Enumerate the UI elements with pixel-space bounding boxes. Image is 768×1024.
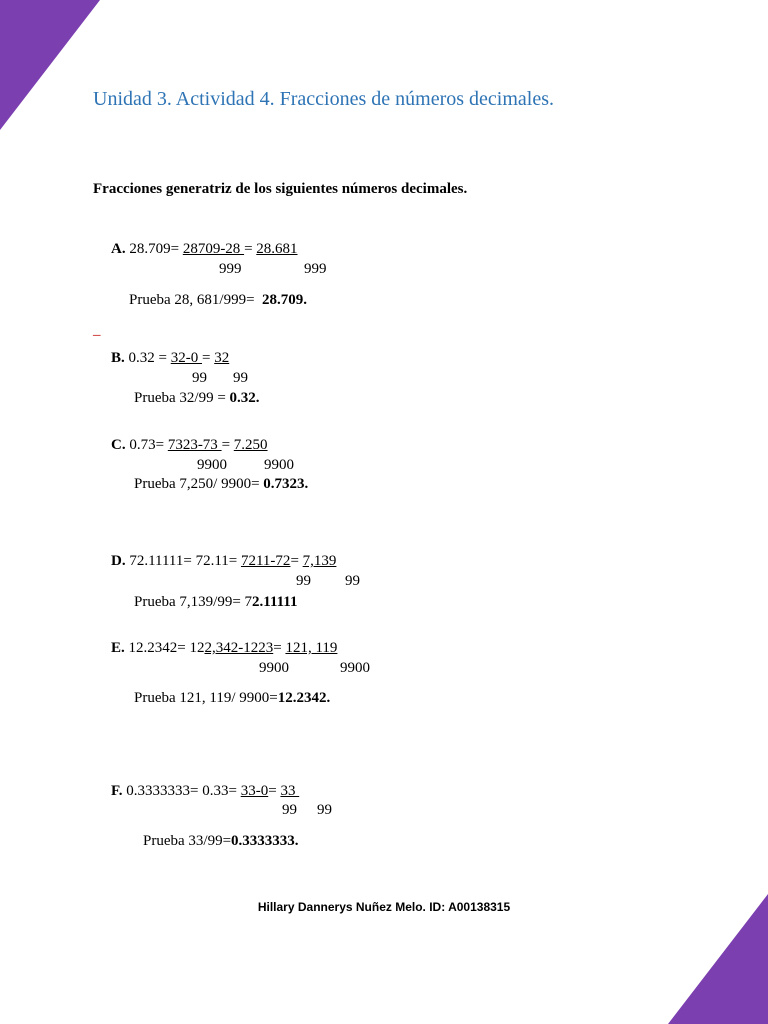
exercise-b-denominator-2: 99 — [233, 370, 248, 386]
eq-sep: = — [273, 640, 286, 656]
proof-result: 0.32. — [229, 390, 260, 406]
page-title: Unidad 3. Actividad 4. Fracciones de números decimales. — [93, 88, 554, 110]
exercise-f-equation — [111, 783, 299, 800]
eq-sep: = — [268, 783, 281, 799]
exercise-a-denominator-2: 999 — [304, 261, 327, 277]
proof-result: 2.11111 — [252, 594, 298, 610]
eq-num1: 28709-28 — [182, 241, 245, 257]
exercise-d-equation — [111, 553, 336, 570]
proof-result: 12.2342. — [277, 690, 331, 706]
eq-num1: 7323-73 — [167, 437, 222, 453]
letter: E. — [111, 640, 125, 656]
exercise-a-equation — [111, 241, 298, 258]
letter: F. — [111, 783, 123, 799]
proof-result: 0.7323. — [263, 476, 309, 492]
exercise-b-equation — [111, 350, 229, 367]
eq-num1: 32-0 — [170, 350, 202, 366]
eq-value: 0.3333333= 0.33= — [126, 783, 241, 799]
exercise-d-proof — [134, 594, 297, 611]
eq-value: 28.709= — [129, 241, 183, 257]
exercise-d-denominator-2: 99 — [345, 573, 360, 589]
eq-num1: 33-0 — [240, 783, 269, 799]
exercise-e-denominator-1: 9900 — [259, 660, 289, 676]
eq-num1: 2,342-1223 — [204, 640, 274, 656]
proof-text: Prueba 33/99= — [143, 833, 232, 849]
eq-num1: 7211-72 — [240, 553, 291, 569]
section-heading: Fracciones generatriz de los siguientes números decimales. — [93, 181, 468, 197]
proof-text: Prueba 7,250/ 9900= — [134, 476, 264, 492]
eq-num2: 7,139 — [302, 553, 337, 569]
proof-text: Prueba 32/99 = — [134, 390, 230, 406]
exercise-e-equation — [111, 640, 337, 657]
eq-value: 12.2342= 12 — [128, 640, 205, 656]
eq-value: 0.73= — [129, 437, 168, 453]
exercise-c-proof — [134, 476, 308, 493]
letter: C. — [111, 437, 126, 453]
eq-sep: = — [221, 437, 234, 453]
proof-result: 28.709. — [262, 292, 308, 308]
eq-sep: = — [201, 350, 215, 366]
red-underscore-mark: _ — [93, 322, 101, 338]
exercise-c-equation — [111, 437, 268, 454]
eq-value: 0.32 = — [128, 350, 171, 366]
eq-num2: 33 — [280, 783, 300, 799]
eq-num2: 32 — [214, 350, 230, 366]
exercise-d-denominator-1: 99 — [296, 573, 311, 589]
proof-result: 0.3333333. — [231, 833, 299, 849]
corner-decoration-top-left — [0, 0, 100, 130]
exercise-a-proof — [129, 292, 307, 309]
exercise-f-denominator-2: 99 — [317, 802, 332, 818]
eq-num2: 28.681 — [256, 241, 298, 257]
exercise-f-denominator-1: 99 — [282, 802, 297, 818]
eq-sep: = — [290, 553, 303, 569]
letter: A. — [111, 241, 126, 257]
exercise-c-denominator-2: 9900 — [264, 457, 294, 473]
eq-value: 72.11111= 72.11= — [129, 553, 241, 569]
exercise-a-denominator-1: 999 — [219, 261, 242, 277]
letter: B. — [111, 350, 125, 366]
proof-text: Prueba 121, 119/ 9900= — [134, 690, 278, 706]
eq-sep: = — [244, 241, 257, 257]
exercise-b-denominator-1: 99 — [192, 370, 207, 386]
exercise-f-proof — [143, 833, 299, 850]
exercise-c-denominator-1: 9900 — [197, 457, 227, 473]
eq-num2: 121, 119 — [285, 640, 338, 656]
exercise-b-proof — [134, 390, 260, 407]
letter: D. — [111, 553, 126, 569]
eq-num2: 7.250 — [233, 437, 268, 453]
proof-text: Prueba 28, 681/999= — [129, 292, 263, 308]
author-footer: Hillary Dannerys Nuñez Melo. ID: A00138315 — [257, 900, 511, 914]
exercise-e-denominator-2: 9900 — [340, 660, 370, 676]
proof-text: Prueba 7,139/99= 7 — [134, 594, 253, 610]
exercise-e-proof — [134, 690, 330, 707]
